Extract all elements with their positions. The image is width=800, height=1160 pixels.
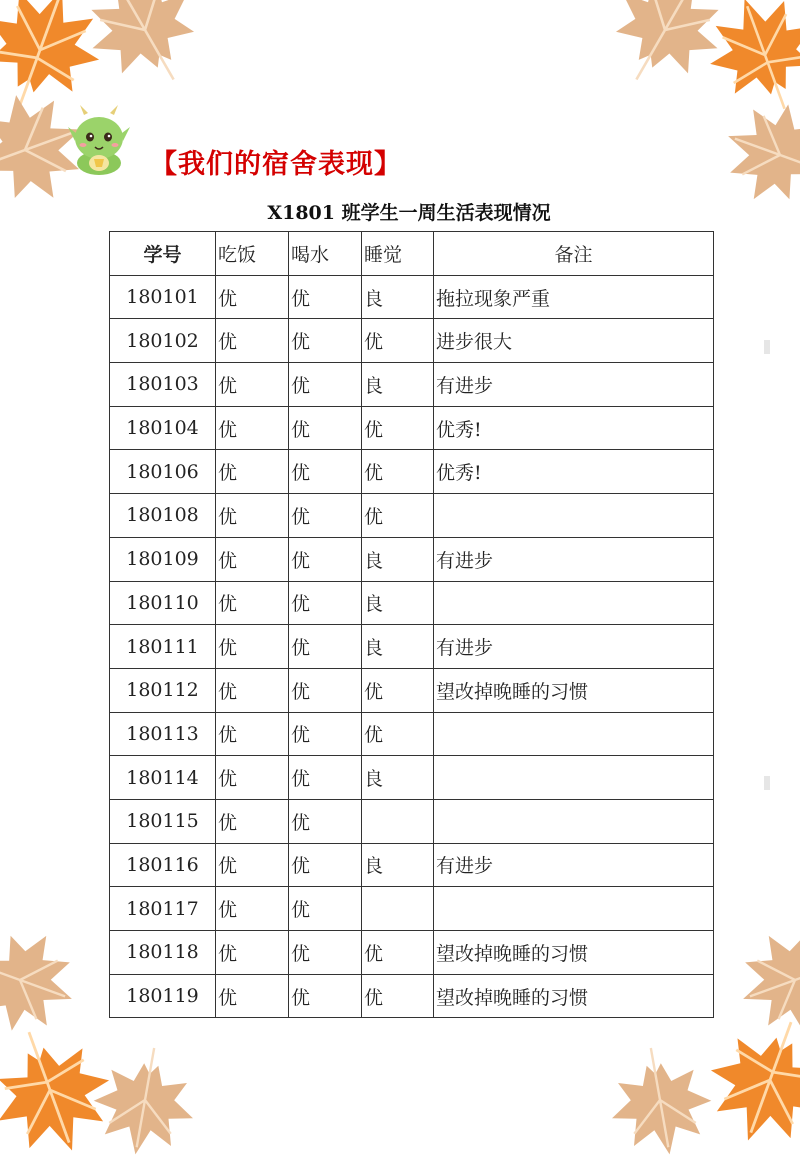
sleeping-cell: 优 <box>362 406 434 450</box>
student-id-cell: 180114 <box>110 756 216 800</box>
remarks-cell <box>434 799 714 843</box>
student-id-cell: 180113 <box>110 712 216 756</box>
eating-cell: 优 <box>216 450 289 494</box>
student-id-cell: 180116 <box>110 843 216 887</box>
table-row <box>110 843 714 887</box>
drinking-cell: 优 <box>289 799 362 843</box>
table-row <box>110 319 714 363</box>
student-id-cell: 180101 <box>110 275 216 319</box>
edge-speck <box>764 340 770 354</box>
drinking-cell: 优 <box>289 712 362 756</box>
drinking-cell: 优 <box>289 581 362 625</box>
eating-cell: 优 <box>216 581 289 625</box>
column-header-remarks: 备注 <box>434 232 714 276</box>
student-id-cell: 180103 <box>110 363 216 407</box>
table-row <box>110 537 714 581</box>
drinking-cell: 优 <box>289 756 362 800</box>
sleeping-cell: 良 <box>362 843 434 887</box>
sleeping-cell: 优 <box>362 712 434 756</box>
eating-cell: 优 <box>216 537 289 581</box>
remarks-cell <box>434 494 714 538</box>
sleeping-cell: 良 <box>362 625 434 669</box>
eating-cell: 优 <box>216 406 289 450</box>
table-row <box>110 494 714 538</box>
remarks-cell: 有进步 <box>434 537 714 581</box>
maple-leaf-right-tan-icon <box>720 95 800 215</box>
sleeping-cell <box>362 887 434 931</box>
table-row <box>110 450 714 494</box>
sleeping-cell: 优 <box>362 931 434 975</box>
remarks-cell <box>434 712 714 756</box>
sleeping-cell: 良 <box>362 756 434 800</box>
drinking-cell: 优 <box>289 275 362 319</box>
eating-cell: 优 <box>216 712 289 756</box>
table-row <box>110 931 714 975</box>
edge-speck <box>764 776 770 790</box>
table-row <box>110 712 714 756</box>
remarks-cell: 优秀! <box>434 450 714 494</box>
remarks-cell <box>434 756 714 800</box>
student-id-cell: 180102 <box>110 319 216 363</box>
drinking-cell: 优 <box>289 625 362 669</box>
drinking-cell: 优 <box>289 974 362 1018</box>
drinking-cell: 优 <box>289 843 362 887</box>
table-header-row <box>110 232 714 276</box>
table-row <box>110 756 714 800</box>
page-heading: 【我们的宿舍表现】 <box>150 149 402 180</box>
maple-leaf-bottom-left-tan2-icon <box>85 1040 205 1160</box>
remarks-cell <box>434 581 714 625</box>
sleeping-cell: 优 <box>362 494 434 538</box>
remarks-cell: 望改掉晚睡的习惯 <box>434 931 714 975</box>
sleeping-cell <box>362 799 434 843</box>
sleeping-cell: 优 <box>362 450 434 494</box>
remarks-cell: 拖拉现象严重 <box>434 275 714 319</box>
sleeping-cell: 良 <box>362 581 434 625</box>
student-id-cell: 180104 <box>110 406 216 450</box>
drinking-cell: 优 <box>289 887 362 931</box>
sleeping-cell: 优 <box>362 319 434 363</box>
student-id-cell: 180115 <box>110 799 216 843</box>
maple-leaf-bottom-right-tan2-icon <box>600 1040 720 1160</box>
student-id-cell: 180119 <box>110 974 216 1018</box>
table-row <box>110 625 714 669</box>
eating-cell: 优 <box>216 887 289 931</box>
drinking-cell: 优 <box>289 537 362 581</box>
drinking-cell: 优 <box>289 363 362 407</box>
table-row <box>110 668 714 712</box>
remarks-cell: 有进步 <box>434 625 714 669</box>
eating-cell: 优 <box>216 756 289 800</box>
student-id-cell: 180106 <box>110 450 216 494</box>
remarks-cell: 进步很大 <box>434 319 714 363</box>
drinking-cell: 优 <box>289 450 362 494</box>
table-row <box>110 363 714 407</box>
eating-cell: 优 <box>216 843 289 887</box>
eating-cell: 优 <box>216 799 289 843</box>
column-header-eating: 吃饭 <box>216 232 289 276</box>
eating-cell: 优 <box>216 931 289 975</box>
table-row <box>110 887 714 931</box>
eating-cell: 优 <box>216 494 289 538</box>
table-row <box>110 581 714 625</box>
maple-leaf-top-left-tan-icon <box>80 0 210 95</box>
sleeping-cell: 良 <box>362 537 434 581</box>
student-id-cell: 180108 <box>110 494 216 538</box>
table-row <box>110 275 714 319</box>
remarks-cell: 望改掉晚睡的习惯 <box>434 974 714 1018</box>
student-id-cell: 180112 <box>110 668 216 712</box>
remarks-cell: 有进步 <box>434 363 714 407</box>
table-row <box>110 799 714 843</box>
student-id-cell: 180110 <box>110 581 216 625</box>
table-row <box>110 406 714 450</box>
eating-cell: 优 <box>216 974 289 1018</box>
green-dragon-mascot-icon <box>66 103 132 175</box>
table-title: X1801 班学生一周生活表现情况 <box>267 202 551 224</box>
remarks-cell: 有进步 <box>434 843 714 887</box>
sleeping-cell: 良 <box>362 363 434 407</box>
drinking-cell: 优 <box>289 319 362 363</box>
column-header-sleeping: 睡觉 <box>362 232 434 276</box>
drinking-cell: 优 <box>289 494 362 538</box>
eating-cell: 优 <box>216 668 289 712</box>
student-id-cell: 180118 <box>110 931 216 975</box>
remarks-cell: 优秀! <box>434 406 714 450</box>
dorm-performance-table <box>109 231 714 1018</box>
column-header-drinking: 喝水 <box>289 232 362 276</box>
eating-cell: 优 <box>216 275 289 319</box>
student-id-cell: 180117 <box>110 887 216 931</box>
eating-cell: 优 <box>216 319 289 363</box>
remarks-cell <box>434 887 714 931</box>
student-id-cell: 180111 <box>110 625 216 669</box>
drinking-cell: 优 <box>289 931 362 975</box>
table-row <box>110 974 714 1018</box>
student-id-cell: 180109 <box>110 537 216 581</box>
sleeping-cell: 优 <box>362 668 434 712</box>
drinking-cell: 优 <box>289 406 362 450</box>
eating-cell: 优 <box>216 363 289 407</box>
column-header-student-id: 学号 <box>110 232 216 276</box>
remarks-cell: 望改掉晚睡的习惯 <box>434 668 714 712</box>
sleeping-cell: 良 <box>362 275 434 319</box>
drinking-cell: 优 <box>289 668 362 712</box>
sleeping-cell: 优 <box>362 974 434 1018</box>
eating-cell: 优 <box>216 625 289 669</box>
